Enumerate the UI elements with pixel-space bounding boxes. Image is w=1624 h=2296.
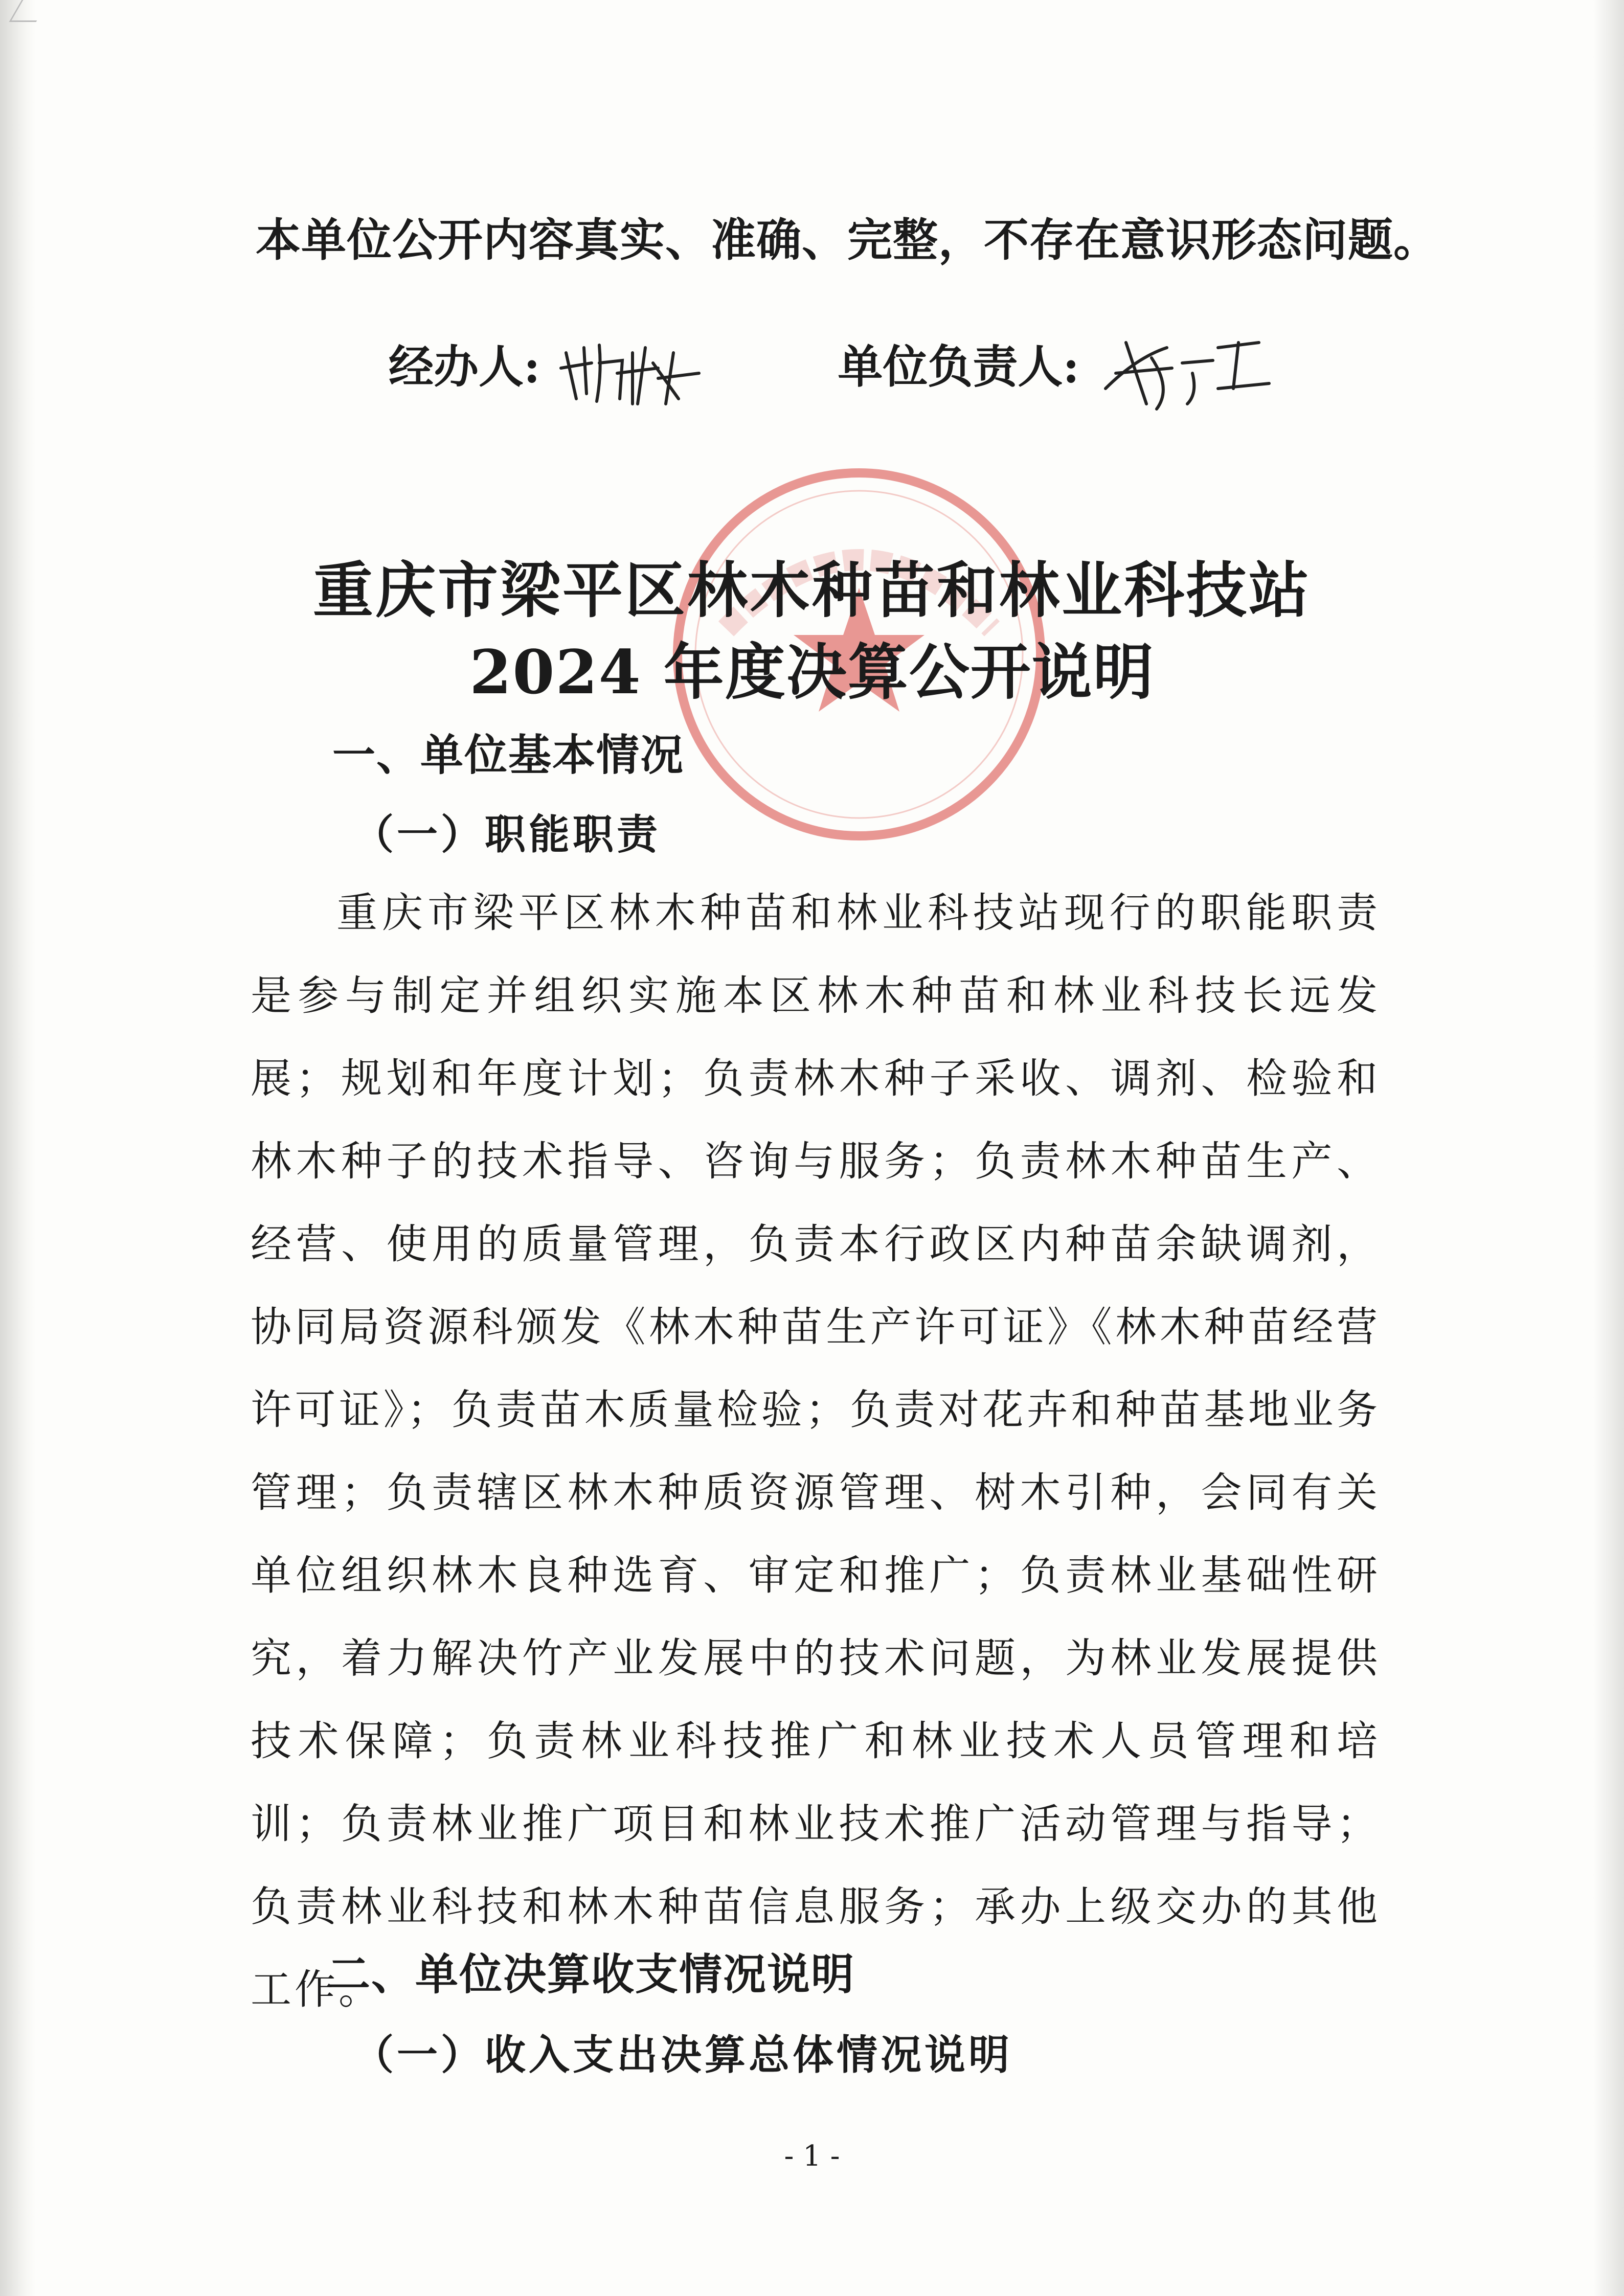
functions-body-paragraph: 重庆市梁平区林木种苗和林业科技站现行的职能职责是参与制定并组织实施本区林木种苗和林业科技长远发展；规划和年度计划；负责林木种子采收、调剂、检验和林木种子的技术指导、咨询与服务；负责林木种苗生产、经营、使用的质量管理，负责本行政区内种苗余缺调剂，协同局资源科颁发《林木种苗生产许可证》《林木种苗经营许可证》；负责苗木质量检验；负责对花卉和种苗基地业务管理；负责辖区林木种质资源管理、树木引种，会同有关单位组织林木良种选育、审定和推广；负责林业基础性研究，着力解决竹产业发展中的技术问题，为林业发展提供技术保障；负责林业科技推广和林业技术人员管理和培训；负责林业推广项目和林业技术推广活动管理与指导；负责林业科技和林木种苗信息服务；承办上级交办的其他工作。 — [251, 889, 1381, 2013]
leader-signature-icon — [1095, 327, 1279, 414]
handler-label: 经办人: — [389, 340, 540, 393]
scan-right-edge — [1593, 0, 1624, 2296]
disclosure-declaration: 本单位公开内容真实、准确、完整，不存在意识形态问题。 — [256, 213, 1439, 266]
scan-left-edge — [0, 0, 36, 2296]
signature-row — [389, 327, 1279, 414]
document-title-line2: 2024 年度决算公开说明 — [469, 636, 1155, 708]
leader-label: 单位负责人: — [838, 340, 1079, 393]
subsection-heading-functions: （一）职能职责 — [353, 810, 661, 858]
document-title-line1: 重庆市梁平区林木种苗和林业科技站 — [312, 555, 1311, 626]
handler-signature-icon — [556, 332, 709, 409]
subsection-heading-overall-income-expense: （一）收入支出决算总体情况说明 — [353, 2031, 1012, 2079]
section-heading-basic-info: 一、单位基本情况 — [332, 730, 685, 780]
section-heading-income-expense: 二、单位决算收支情况说明 — [327, 1949, 855, 1999]
page-number: - 1 - — [784, 2140, 840, 2173]
